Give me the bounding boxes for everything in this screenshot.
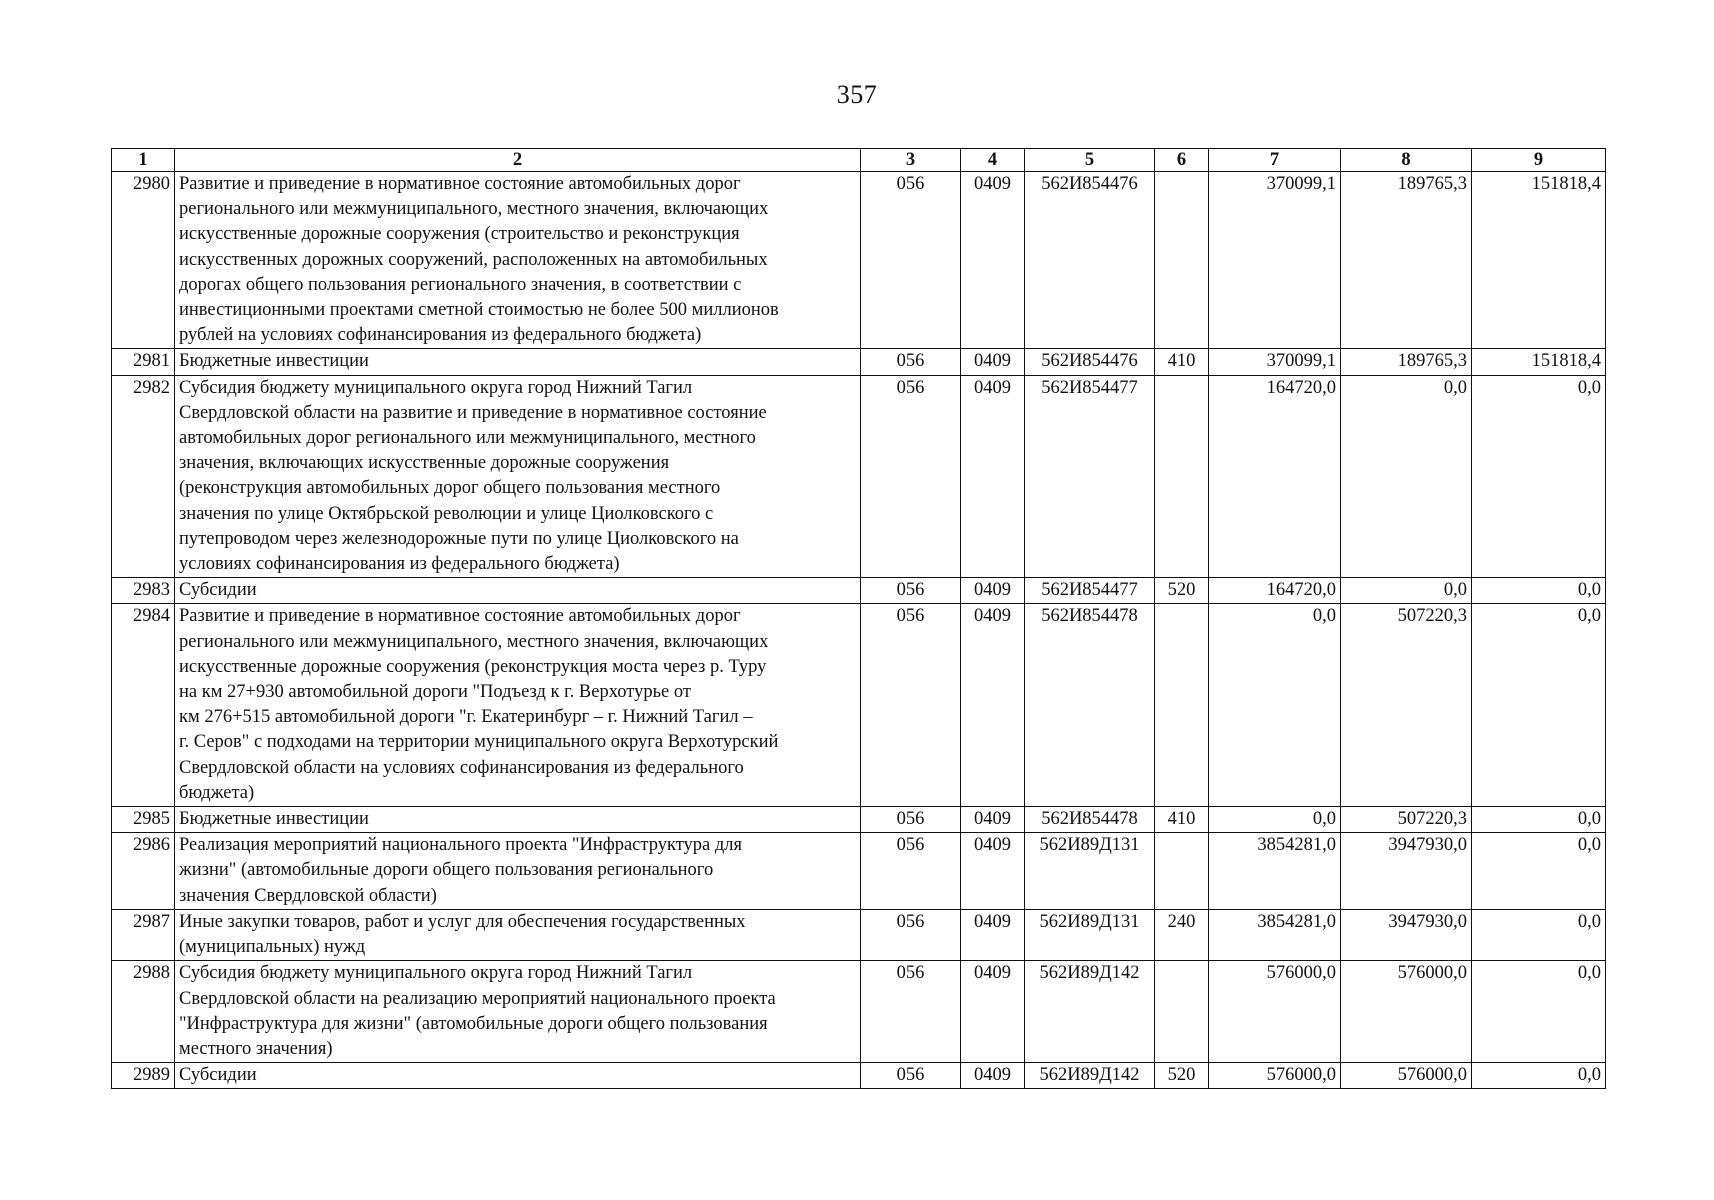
row-name-cell: Развитие и приведение в нормативное состояние автомобильных дорог регионального или межмуниципального, местного значения, включающих искусственные дорожные сооружения (строительство и реконструкция искусственных дорожных сооружений, расположенных на автомобильных дорогах общего пользования регионального значения, в соответствии с инвестиционными проектами сметной стоимостью не более 500 миллионов рублей на условиях софинансирования из федерального бюджета) [175, 172, 861, 349]
table-row [112, 1063, 1606, 1089]
expense-type-cell [1155, 604, 1209, 807]
column-header: 4 [961, 149, 1025, 172]
amount-col8-cell: 3947930,0 [1341, 833, 1472, 910]
amount-col7-cell: 370099,1 [1209, 172, 1341, 349]
expense-type-cell: 410 [1155, 807, 1209, 833]
amount-col8-cell: 0,0 [1341, 375, 1472, 578]
amount-col9-cell: 151818,4 [1472, 172, 1606, 349]
row-number-cell: 2989 [112, 1063, 175, 1089]
row-number-cell: 2981 [112, 349, 175, 375]
row-name-cell: Бюджетные инвестиции [175, 349, 861, 375]
section-code-cell: 0409 [961, 578, 1025, 604]
amount-col9-cell: 151818,4 [1472, 349, 1606, 375]
column-header: 5 [1025, 149, 1155, 172]
row-name-cell: Иные закупки товаров, работ и услуг для обеспечения государственных (муниципальных) нужд [175, 909, 861, 960]
amount-col8-cell: 189765,3 [1341, 349, 1472, 375]
page-number: 357 [836, 80, 878, 109]
amount-col7-cell: 0,0 [1209, 807, 1341, 833]
row-name-cell: Развитие и приведение в нормативное состояние автомобильных дорог регионального или межмуниципального, местного значения, включающих искусственные дорожные сооружения (реконструкция моста через р. Туру на км 27+930 автомобильной дороги "Подъезд к г. Верхотурье от км 276+515 автомобильной дороги "г. Екатеринбург – г. Нижний Тагил – г. Серов" с подходами на территории муниципального округа Верхотурский Свердловской области на условиях софинансирования из федерального бюджета) [175, 604, 861, 807]
row-name-cell: Субсидии [175, 1063, 861, 1089]
amount-col7-cell: 370099,1 [1209, 349, 1341, 375]
target-article-cell: 562И89Д131 [1025, 833, 1155, 910]
row-number-cell: 2980 [112, 172, 175, 349]
amount-col8-cell: 189765,3 [1341, 172, 1472, 349]
table-row [112, 604, 1606, 807]
expense-type-cell: 520 [1155, 578, 1209, 604]
target-article-cell: 562И89Д131 [1025, 909, 1155, 960]
section-code-cell: 0409 [961, 172, 1025, 349]
amount-col7-cell: 0,0 [1209, 604, 1341, 807]
target-article-cell: 562И854477 [1025, 578, 1155, 604]
amount-col8-cell: 576000,0 [1341, 1063, 1472, 1089]
amount-col7-cell: 164720,0 [1209, 375, 1341, 578]
table-row [112, 375, 1606, 578]
ministry-code-cell: 056 [861, 172, 961, 349]
section-code-cell: 0409 [961, 604, 1025, 807]
amount-col9-cell: 0,0 [1472, 1063, 1606, 1089]
table-row [112, 807, 1606, 833]
amount-col7-cell: 3854281,0 [1209, 909, 1341, 960]
expense-type-cell: 240 [1155, 909, 1209, 960]
row-name-cell: Реализация мероприятий национального проекта "Инфраструктура для жизни" (автомобильные дороги общего пользования регионального значения Свердловской области) [175, 833, 861, 910]
ministry-code-cell: 056 [861, 807, 961, 833]
column-header: 2 [175, 149, 861, 172]
expense-type-cell [1155, 961, 1209, 1063]
column-header: 3 [861, 149, 961, 172]
ministry-code-cell: 056 [861, 909, 961, 960]
section-code-cell: 0409 [961, 375, 1025, 578]
column-header: 7 [1209, 149, 1341, 172]
target-article-cell: 562И89Д142 [1025, 1063, 1155, 1089]
section-code-cell: 0409 [961, 807, 1025, 833]
amount-col7-cell: 576000,0 [1209, 961, 1341, 1063]
target-article-cell: 562И854478 [1025, 604, 1155, 807]
target-article-cell: 562И854476 [1025, 172, 1155, 349]
amount-col7-cell: 576000,0 [1209, 1063, 1341, 1089]
amount-col9-cell: 0,0 [1472, 807, 1606, 833]
expense-type-cell [1155, 375, 1209, 578]
amount-col9-cell: 0,0 [1472, 833, 1606, 910]
column-header: 6 [1155, 149, 1209, 172]
row-number-cell: 2982 [112, 375, 175, 578]
target-article-cell: 562И89Д142 [1025, 961, 1155, 1063]
row-number-cell: 2983 [112, 578, 175, 604]
ministry-code-cell: 056 [861, 604, 961, 807]
section-code-cell: 0409 [961, 961, 1025, 1063]
expense-type-cell [1155, 172, 1209, 349]
amount-col8-cell: 0,0 [1341, 578, 1472, 604]
row-number-cell: 2988 [112, 961, 175, 1063]
table-row [112, 833, 1606, 910]
target-article-cell: 562И854476 [1025, 349, 1155, 375]
ministry-code-cell: 056 [861, 833, 961, 910]
amount-col9-cell: 0,0 [1472, 604, 1606, 807]
ministry-code-cell: 056 [861, 578, 961, 604]
amount-col9-cell: 0,0 [1472, 375, 1606, 578]
ministry-code-cell: 056 [861, 961, 961, 1063]
amount-col9-cell: 0,0 [1472, 961, 1606, 1063]
row-number-cell: 2986 [112, 833, 175, 910]
table-row [112, 909, 1606, 960]
section-code-cell: 0409 [961, 909, 1025, 960]
amount-col7-cell: 164720,0 [1209, 578, 1341, 604]
section-code-cell: 0409 [961, 833, 1025, 910]
row-number-cell: 2984 [112, 604, 175, 807]
row-name-cell: Субсидия бюджету муниципального округа город Нижний Тагил Свердловской области на развитие и приведение в нормативное состояние автомобильных дорог регионального или межмуниципального, местного значения, включающих искусственные дорожные сооружения (реконструкция автомобильных дорог общего пользования местного значения по улице Октябрьской революции и улице Циолковского с путепроводом через железнодорожные пути по улице Циолковского на условиях софинансирования из федерального бюджета) [175, 375, 861, 578]
row-name-cell: Бюджетные инвестиции [175, 807, 861, 833]
expense-type-cell: 520 [1155, 1063, 1209, 1089]
column-header: 1 [112, 149, 175, 172]
header-row [112, 149, 1606, 172]
column-header: 9 [1472, 149, 1606, 172]
column-header: 8 [1341, 149, 1472, 172]
section-code-cell: 0409 [961, 1063, 1025, 1089]
amount-col8-cell: 576000,0 [1341, 961, 1472, 1063]
amount-col8-cell: 507220,3 [1341, 807, 1472, 833]
row-number-cell: 2985 [112, 807, 175, 833]
amount-col8-cell: 3947930,0 [1341, 909, 1472, 960]
amount-col7-cell: 3854281,0 [1209, 833, 1341, 910]
table-row [112, 961, 1606, 1063]
table-row [112, 578, 1606, 604]
expense-type-cell: 410 [1155, 349, 1209, 375]
target-article-cell: 562И854477 [1025, 375, 1155, 578]
amount-col9-cell: 0,0 [1472, 578, 1606, 604]
table-row [112, 172, 1606, 349]
row-name-cell: Субсидии [175, 578, 861, 604]
ministry-code-cell: 056 [861, 375, 961, 578]
budget-table [111, 148, 1606, 1089]
target-article-cell: 562И854478 [1025, 807, 1155, 833]
row-number-cell: 2987 [112, 909, 175, 960]
ministry-code-cell: 056 [861, 349, 961, 375]
amount-col8-cell: 507220,3 [1341, 604, 1472, 807]
expense-type-cell [1155, 833, 1209, 910]
row-name-cell: Субсидия бюджету муниципального округа город Нижний Тагил Свердловской области на реализацию мероприятий национального проекта "Инфраструктура для жизни" (автомобильные дороги общего пользования местного значения) [175, 961, 861, 1063]
table-row [112, 349, 1606, 375]
section-code-cell: 0409 [961, 349, 1025, 375]
amount-col9-cell: 0,0 [1472, 909, 1606, 960]
ministry-code-cell: 056 [861, 1063, 961, 1089]
